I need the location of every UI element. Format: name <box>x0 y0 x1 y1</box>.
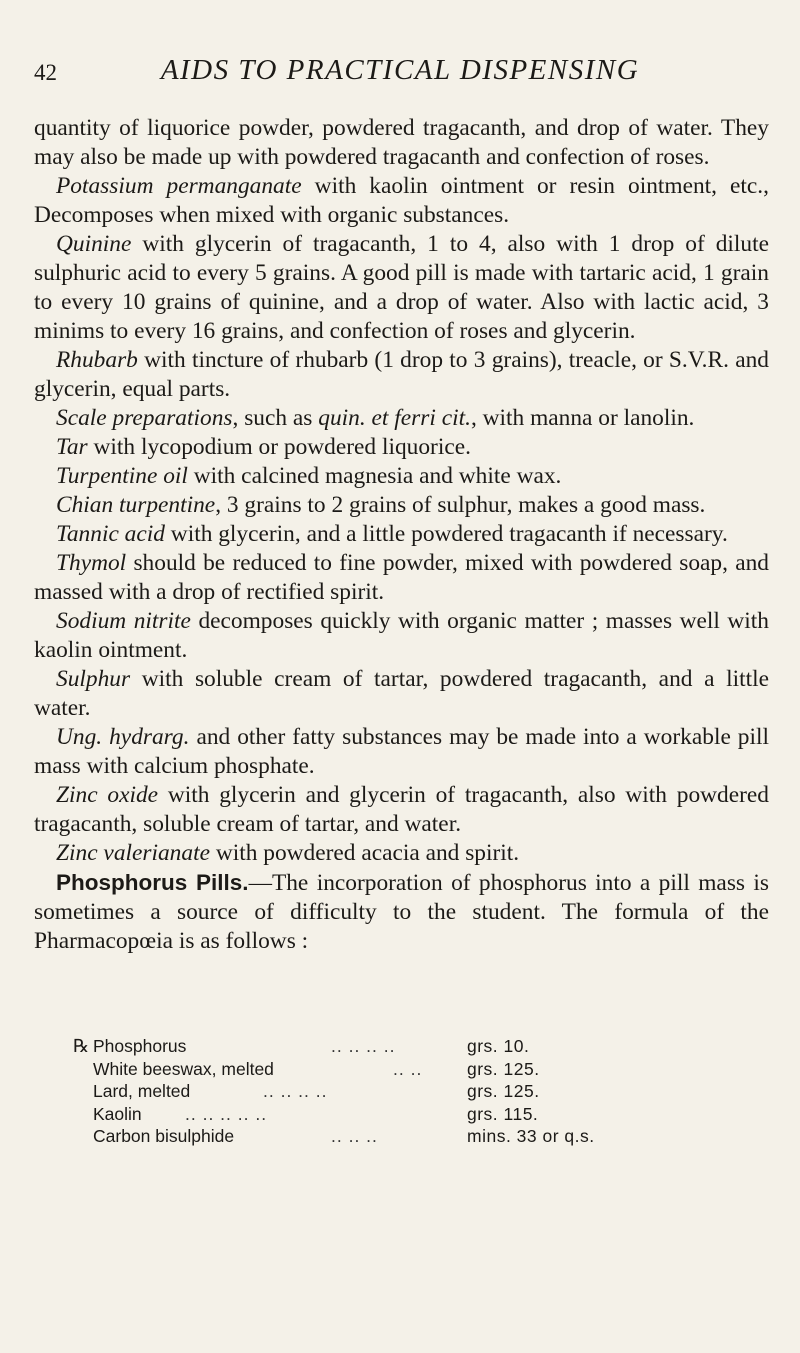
formula-row <box>73 1126 773 1149</box>
formula-row <box>73 1081 773 1104</box>
paragraph <box>34 404 769 433</box>
ingredient: White beeswax, melted <box>93 1058 274 1079</box>
drug-term: Ung. hydrarg. <box>56 724 190 750</box>
ingredient: Phosphorus <box>93 1036 187 1056</box>
formula-row <box>73 1104 773 1127</box>
paragraph <box>34 520 769 549</box>
dot-leader: .. .. .. .. <box>263 1081 328 1101</box>
paragraph-text: with glycerin and glycerin of tragacanth, also with powdered tragacanth, soluble cream of tartar, and water. <box>34 782 769 837</box>
quantity: grs. 125. <box>467 1081 540 1101</box>
quantity: grs. 125. <box>467 1058 540 1079</box>
paragraph-text: , with manna or lanolin. <box>470 405 695 431</box>
drug-term: Sulphur <box>56 666 131 692</box>
quantity: grs. 10. <box>467 1036 530 1056</box>
ingredient: Kaolin <box>93 1103 142 1124</box>
page-number: 42 <box>34 60 57 85</box>
body-text <box>34 114 769 956</box>
paragraph <box>34 230 769 346</box>
paragraph-text: with calcined magnesia and white wax. <box>187 463 562 489</box>
paragraph-text: , such as <box>232 405 319 431</box>
paragraph-text: with glycerin, and a little powdered tragacanth if necessary. <box>164 521 728 547</box>
formula-row <box>73 1036 773 1059</box>
drug-term: Scale preparations <box>56 405 233 431</box>
drug-term: Quinine <box>56 231 132 257</box>
prescription-symbol: ℞ <box>73 1036 90 1057</box>
paragraph <box>34 839 769 868</box>
formula-row <box>73 1059 773 1082</box>
paragraph <box>34 607 769 665</box>
paragraph <box>34 346 769 404</box>
paragraph <box>34 172 769 230</box>
drug-term: Zinc valerianate <box>56 840 210 866</box>
paragraph-text: with powdered acacia and spirit. <box>209 840 520 866</box>
dot-leader: .. .. .. .. .. <box>185 1103 268 1124</box>
paragraph <box>34 491 769 520</box>
section-heading: Phosphorus Pills. <box>56 870 249 895</box>
drug-term: Thymol <box>56 550 127 576</box>
drug-term: quin. et ferri cit. <box>318 405 471 431</box>
drug-term: Tannic acid <box>56 521 165 547</box>
drug-term: Zinc oxide <box>56 782 159 808</box>
paragraph <box>34 665 769 723</box>
dot-leader: .. .. .. .. <box>331 1036 396 1056</box>
paragraph-text: and other fatty substances may be made into a workable pill mass with calcium phosphate. <box>34 724 769 779</box>
paragraph <box>34 781 769 839</box>
section-paragraph <box>34 868 769 956</box>
paragraph-text: with kaolin ointment or resin ointment, etc., Decomposes when mixed with organic substances. <box>34 173 769 228</box>
ingredient: Lard, melted <box>93 1081 191 1101</box>
paragraph <box>34 723 769 781</box>
drug-term: Turpentine oil <box>56 463 188 489</box>
quantity: grs. 115. <box>467 1103 539 1124</box>
paragraph-text: decomposes quickly with organic matter ; masses well with kaolin ointment. <box>34 608 770 663</box>
drug-term: Chian turpentine <box>56 492 216 518</box>
pharmacopoeia-formula <box>73 1036 773 1149</box>
section-text: —The incorporation of phosphorus into a pill mass is sometimes a source of difficulty to the student. The formula of the Pharmacopœia is as follows : <box>34 870 769 954</box>
drug-term: Sodium nitrite <box>56 608 191 634</box>
paragraph-text: with soluble cream of tartar, powdered tragacanth, and a little water. <box>34 666 769 721</box>
paragraph <box>34 462 769 491</box>
ingredient: Carbon bisulphide <box>93 1126 235 1146</box>
paragraph-text: should be reduced to fine powder, mixed with powdered soap, and massed with a drop of rectified spirit. <box>34 550 769 605</box>
quantity: mins. 33 or q.s. <box>467 1126 595 1146</box>
dot-leader: .. .. .. <box>331 1126 378 1146</box>
paragraph-text: with tincture of rhubarb (1 drop to 3 grains), treacle, or S.V.R. and glycerin, equal parts. <box>34 347 769 402</box>
drug-term: Rhubarb <box>56 347 138 373</box>
running-title: AIDS TO PRACTICAL DISPENSING <box>160 54 640 86</box>
paragraph <box>34 433 769 462</box>
drug-term: Tar <box>56 434 88 460</box>
paragraph-text: with lycopodium or powdered liquorice. <box>87 434 471 460</box>
page-header <box>34 50 766 90</box>
paragraph-text: quantity of liquorice powder, powdered tragacanth, and drop of water. They may also be made up with powdered tragacanth and confection of roses. <box>34 115 769 170</box>
dot-leader: .. .. <box>393 1058 423 1079</box>
drug-term: Potassium permanganate <box>56 173 302 199</box>
paragraph <box>34 114 769 172</box>
paragraph-text: , 3 grains to 2 grains of sulphur, makes a good mass. <box>215 492 706 518</box>
paragraph <box>34 549 769 607</box>
paragraph-text: with glycerin of tragacanth, 1 to 4, also with 1 drop of dilute sulphuric acid to every 5 grains. A good pill is made with tartaric acid, 1 grain to every 10 grains of quinine, and a drop of water. Also with lactic acid, 3 minims to every 16 grains, and confection of roses and glycerin. <box>34 231 769 344</box>
